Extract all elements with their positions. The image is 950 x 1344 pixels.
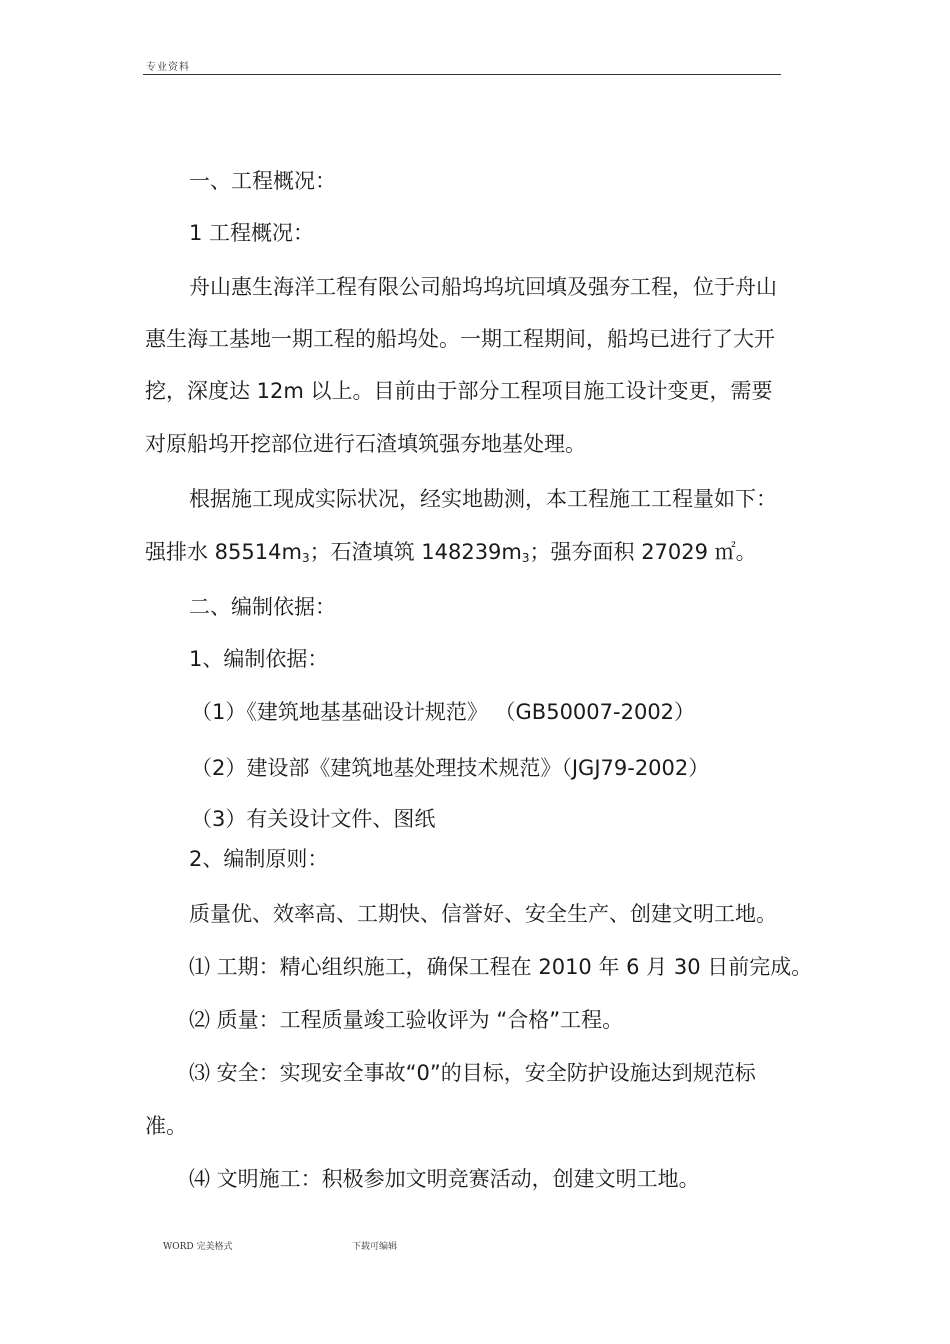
header-label: 专业资料 [146,62,190,73]
subsection-heading-2-2: 2、编制原则： [189,847,329,871]
paragraph-2-line-1: 根据施工现成实际状况，经实地勘测，本工程施工工程量如下： [189,487,777,511]
principle-item-schedule: ⑴ 工期：精心组织施工，确保工程在 2010 年 6 月 30 日前完成。 [189,955,813,979]
basis-item-3: （3）有关设计文件、图纸 [191,807,436,831]
section-heading-2: 二、编制依据： [189,595,336,619]
drainage-quantity: 强排水 85514m [145,540,302,564]
footer-left: WORD 完美格式 [163,1242,233,1252]
section-heading-1: 一、工程概况： [189,169,336,193]
principle-item-safety-cont: 准。 [145,1114,187,1138]
subsection-heading-1-1: 1 工程概况： [189,221,315,245]
basis-item-2: （2）建设部《建筑地基处理技术规范》（JGJ79-2002） [191,756,710,780]
paragraph-1-line-3: 挖，深度达 12m 以上。目前由于部分工程项目施工设计变更，需要 [145,379,773,403]
principle-summary: 质量优、效率高、工期快、信誉好、安全生产、创建文明工地。 [189,902,777,926]
principle-item-safety: ⑶ 安全：实现安全事故“0”的目标，安全防护设施达到规范标 [189,1061,756,1085]
paragraph-2-line-2 [145,539,757,565]
unit-superscript: 3 [521,551,530,565]
footer-right: 下载可编辑 [352,1242,398,1252]
principle-item-civilized: ⑷ 文明施工：积极参加文明竞赛活动，创建文明工地。 [189,1167,700,1191]
principle-item-quality: ⑵ 质量：工程质量竣工验收评为 “合格”工程。 [189,1008,624,1032]
unit-superscript: 3 [301,551,310,565]
paragraph-1-line-2: 惠生海工基地一期工程的船坞处。一期工程期间，船坞已进行了大开 [145,327,775,351]
subsection-heading-2-1: 1、编制依据： [189,647,329,671]
paragraph-1-line-4: 对原船坞开挖部位进行石渣填筑强夯地基处理。 [145,432,586,456]
basis-item-1: （1）《建筑地基基础设计规范》 （GB50007-2002） [191,700,696,724]
header-rule [143,74,781,75]
paragraph-1-line-1: 舟山惠生海洋工程有限公司船坞坞坑回填及强夯工程，位于舟山 [189,275,777,299]
tamping-area: ；强夯面积 27029 ㎡。 [529,540,757,564]
fill-quantity: ；石渣填筑 148239m [309,540,522,564]
